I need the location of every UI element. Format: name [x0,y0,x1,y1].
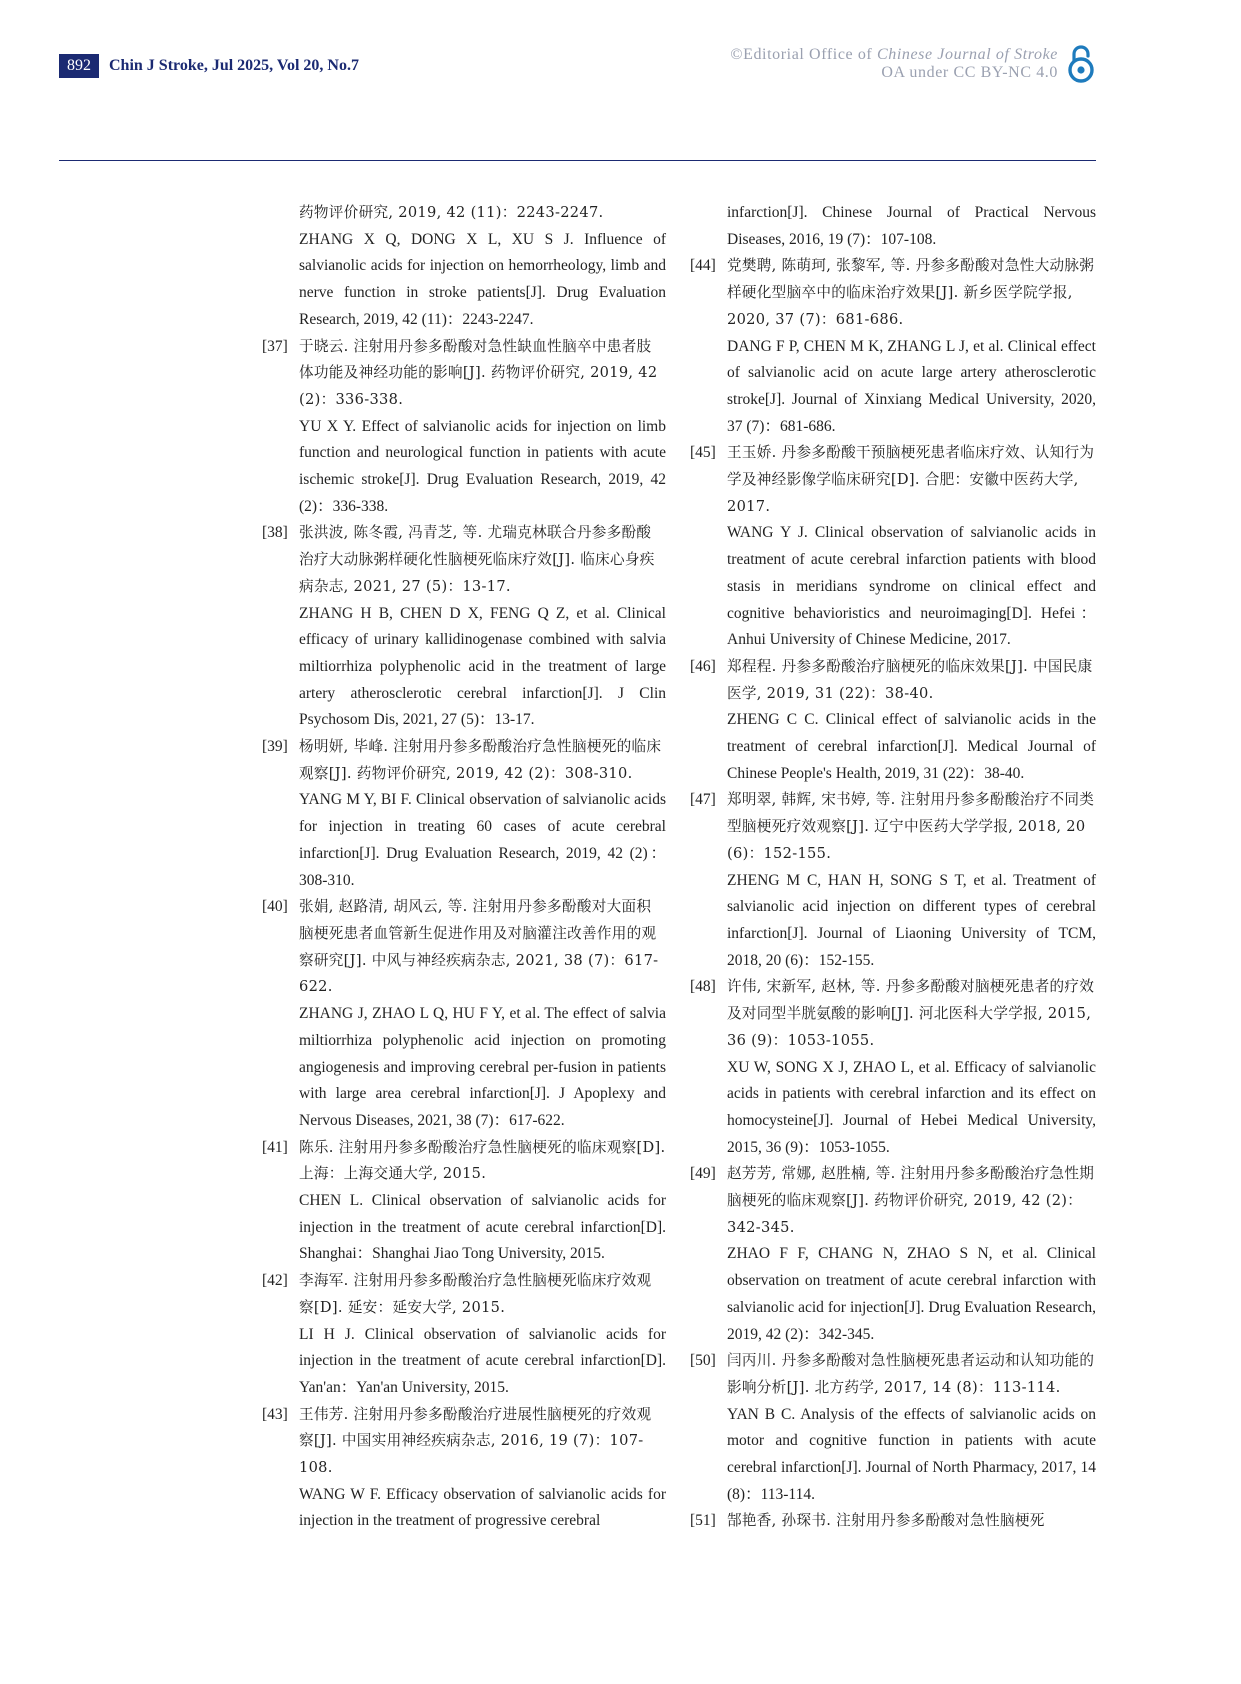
reference-46 [690,654,1096,788]
continued-ref-en: ZHANG X Q, DONG X L, XU S J. Influence of salvianolic acids for injection on hemorrheology, limb and nerve function in stroke patients[J]. Drug Evaluation Research, 2019, 42 (11)：2243-2247. [299,230,666,328]
header-rule [59,160,1096,161]
reference-37 [262,334,666,521]
ref-number: [42] [262,1272,288,1290]
page-number: 892 [59,54,99,78]
ref-number: [49] [690,1165,716,1183]
ref-cn: 郑明翠, 韩辉, 宋书婷, 等. 注射用丹参多酚酸治疗不同类型脑梗死疗效观察[J]. 辽宁中医药大学学报, 2018, 20 (6)：152-155. [727,791,1095,862]
left-column [262,200,666,1535]
ref-number: [44] [690,257,716,275]
ref-number: [41] [262,1138,288,1156]
ref-number: [43] [262,1405,288,1423]
ref-en: ZHENG M C, HAN H, SONG S T, et al. Treatment of salvianolic acid injection on different types of cerebral infarction[J]. Journal of Liaoning University of TCM, 2018, 20 (6)：152-155. [727,871,1096,969]
reference-40 [262,894,666,1134]
ref-cn: 郜艳香, 孙琛书. 注射用丹参多酚酸对急性脑梗死 [727,1512,1045,1530]
ref-cn: 陈乐. 注射用丹参多酚酸治疗急性脑梗死的临床观察[D]. 上海：上海交通大学, 2015. [299,1138,666,1183]
ref-number: [51] [690,1512,716,1530]
ref-cn: 郑程程. 丹参多酚酸治疗脑梗死的临床效果[J]. 中国民康医学, 2019, 31 (22)：38-40. [727,657,1093,702]
reference-43 [262,1402,666,1536]
reference-38 [262,520,666,734]
ref-number: [39] [262,738,288,756]
ref-en: WANG W F. Efficacy observation of salvianolic acids for injection in the treatment of progressive cerebral [299,1485,666,1530]
reference-47 [690,787,1096,974]
copyright-journal: Chinese Journal of Stroke [876,46,1058,63]
reference-44 [690,253,1096,440]
ref-en: XU W, SONG X J, ZHAO L, et al. Efficacy of salvianolic acids in patients with cerebral infarction and its effect on homocysteine[J]. Journal of Hebei Medical University, 2015, 36 (9)：1053-1055. [727,1058,1096,1156]
reference-51 [690,1508,1096,1535]
ref-number: [45] [690,444,716,462]
reference-45 [690,440,1096,654]
reference-49 [690,1161,1096,1348]
ref-cn: 杨明妍, 毕峰. 注射用丹参多酚酸治疗急性脑梗死的临床观察[J]. 药物评价研究, 2019, 42 (2)：308-310. [299,738,662,782]
ref-number: [48] [690,978,716,996]
ref-number: [38] [262,524,288,542]
reference-39 [262,734,666,894]
ref-en: ZHANG J, ZHAO L Q, HU F Y, et al. The effect of salvia miltiorrhiza polyphenolic acid injection on promoting angiogenesis and improving cerebral per-fusion in patients with large area cerebral infarction[J]. J Apoplexy and Nervous Diseases, 2021, 38 (7)：617-622. [299,1005,666,1129]
ref-cn: 王伟芳. 注射用丹参多酚酸治疗进展性脑梗死的疗效观察[J]. 中国实用神经疾病杂志, 2016, 19 (7)：107-108. [299,1405,652,1477]
ref-cn: 于晓云. 注射用丹参多酚酸对急性缺血性脑卒中患者肢体功能及神经功能的影响[J]. 药物评价研究, 2019, 42 (2)：336-338. [299,337,658,408]
ref-en: ZHANG H B, CHEN D X, FENG Q Z, et al. Clinical efficacy of urinary kallidinogenase combined with salvia miltiorrhiza polyphenolic acid in the treatment of large artery atherosclerotic cerebral infarction[J]. J Clin Psychosom Dis, 2021, 27 (5)：13-17. [299,604,666,729]
ref-en: YANG M Y, BI F. Clinical observation of salvianolic acids for injection in treating 60 cases of acute cerebral infarction[J]. Drug Evaluation Research, 2019, 42 (2)：308-310. [299,791,666,889]
license-line: OA under CC BY-NC 4.0 [881,64,1058,81]
ref-number: [47] [690,791,716,809]
reference-42 [262,1268,666,1402]
ref-cn: 张洪波, 陈冬霞, 冯青芝, 等. 尤瑞克林联合丹参多酚酸治疗大动脉粥样硬化性脑梗死临床疗效[J]. 临床心身疾病杂志, 2021, 27 (5)：13-17. [299,524,655,595]
ref-cn: 李海军. 注射用丹参多酚酸治疗急性脑梗死临床疗效观察[D]. 延安：延安大学, 2015. [299,1272,652,1316]
open-access-lock-icon [1068,45,1094,83]
ref-en: LI H J. Clinical observation of salvianolic acids for injection in the treatment of acute cerebral infarction[D]. Yan'an：Yan'an University, 2015. [299,1325,666,1396]
ref-cn: 许伟, 宋新军, 赵林, 等. 丹参多酚酸对脑梗死患者的疗效及对同型半胱氨酸的影响[J]. 河北医科大学学报, 2015, 36 (9)：1053-1055. [727,978,1095,1049]
ref-en: YU X Y. Effect of salvianolic acids for injection on limb function and neurological function in patients with acute ischemic stroke[J]. Drug Evaluation Research, 2019, 42 (2)：336-338. [299,417,666,515]
ref-number: [50] [690,1352,716,1370]
copyright-line [730,46,1058,64]
ref-number: [40] [262,898,288,916]
ref-number: [46] [690,657,716,675]
ref-en: YAN B C. Analysis of the effects of salvianolic acids on motor and cognitive function in patients with acute cerebral infarction[J]. Journal of North Pharmacy, 2017, 14 (8)：113-114. [727,1405,1096,1503]
ref-en: WANG Y J. Clinical observation of salvianolic acids in treatment of acute cerebral infarction patients with blood stasis in meridians syndrome on clinical effect and cognitive behavioristics and neuroimaging[D]. Hefei：Anhui University of Chinese Medicine, 2017. [727,524,1096,649]
journal-citation: Chin J Stroke, Jul 2025, Vol 20, No.7 [109,57,359,74]
reference-50 [690,1348,1096,1508]
ref-cn: 赵芳芳, 常娜, 赵胜楠, 等. 注射用丹参多酚酸治疗急性期脑梗死的临床观察[J]. 药物评价研究, 2019, 42 (2)：342-345. [727,1165,1095,1236]
running-header [59,54,359,78]
ref-cn: 张娟, 赵路清, 胡风云, 等. 注射用丹参多酚酸对大面积脑梗死患者血管新生促进作用及对脑灌注改善作用的观察研究[J]. 中风与神经疾病杂志, 2021, 38 (7)：617-622. [299,898,659,996]
ref-en: ZHENG C C. Clinical effect of salvianolic acids in the treatment of cerebral infarction[J]. Medical Journal of Chinese People's Health, 2019, 31 (22)：38-40. [727,711,1096,782]
copyright-prefix: ©Editorial Office of [730,46,877,63]
reference-41 [262,1135,666,1269]
reference-48 [690,974,1096,1161]
ref-en: DANG F P, CHEN M K, ZHANG L J, et al. Clinical effect of salvianolic acid on acute large artery atherosclerotic stroke[J]. Journal of Xinxiang Medical University, 2020, 37 (7)：681-686. [727,337,1096,435]
right-column [690,200,1096,1535]
continued-ref-en: infarction[J]. Chinese Journal of Practical Nervous Diseases, 2016, 19 (7)：107-108. [727,204,1096,248]
copyright-notice [730,46,1058,82]
ref-en: CHEN L. Clinical observation of salvianolic acids for injection in the treatment of acute cerebral infarction[D]. Shanghai：Shanghai Jiao Tong University, 2015. [299,1192,666,1263]
ref-cn: 闫丙川. 丹参多酚酸对急性脑梗死患者运动和认知功能的影响分析[J]. 北方药学, 2017, 14 (8)：113-114. [727,1352,1095,1396]
ref-cn: 党樊聘, 陈萌珂, 张黎军, 等. 丹参多酚酸对急性大动脉粥样硬化型脑卒中的临床治疗效果[J]. 新乡医学院学报, 2020, 37 (7)：681-686. [727,257,1095,328]
ref-cn: 王玉娇. 丹参多酚酸干预脑梗死患者临床疗效、认知行为学及神经影像学临床研究[D]. 合肥：安徽中医药大学, 2017. [727,444,1095,515]
continued-ref-cn: 药物评价研究, 2019, 42 (11)：2243-2247. [299,204,604,221]
ref-number: [37] [262,337,288,355]
ref-en: ZHAO F F, CHANG N, ZHAO S N, et al. Clinical observation on treatment of acute cerebral infarction with salvianolic acid for injection[J]. Drug Evaluation Research, 2019, 42 (2)：342-345. [727,1245,1096,1343]
